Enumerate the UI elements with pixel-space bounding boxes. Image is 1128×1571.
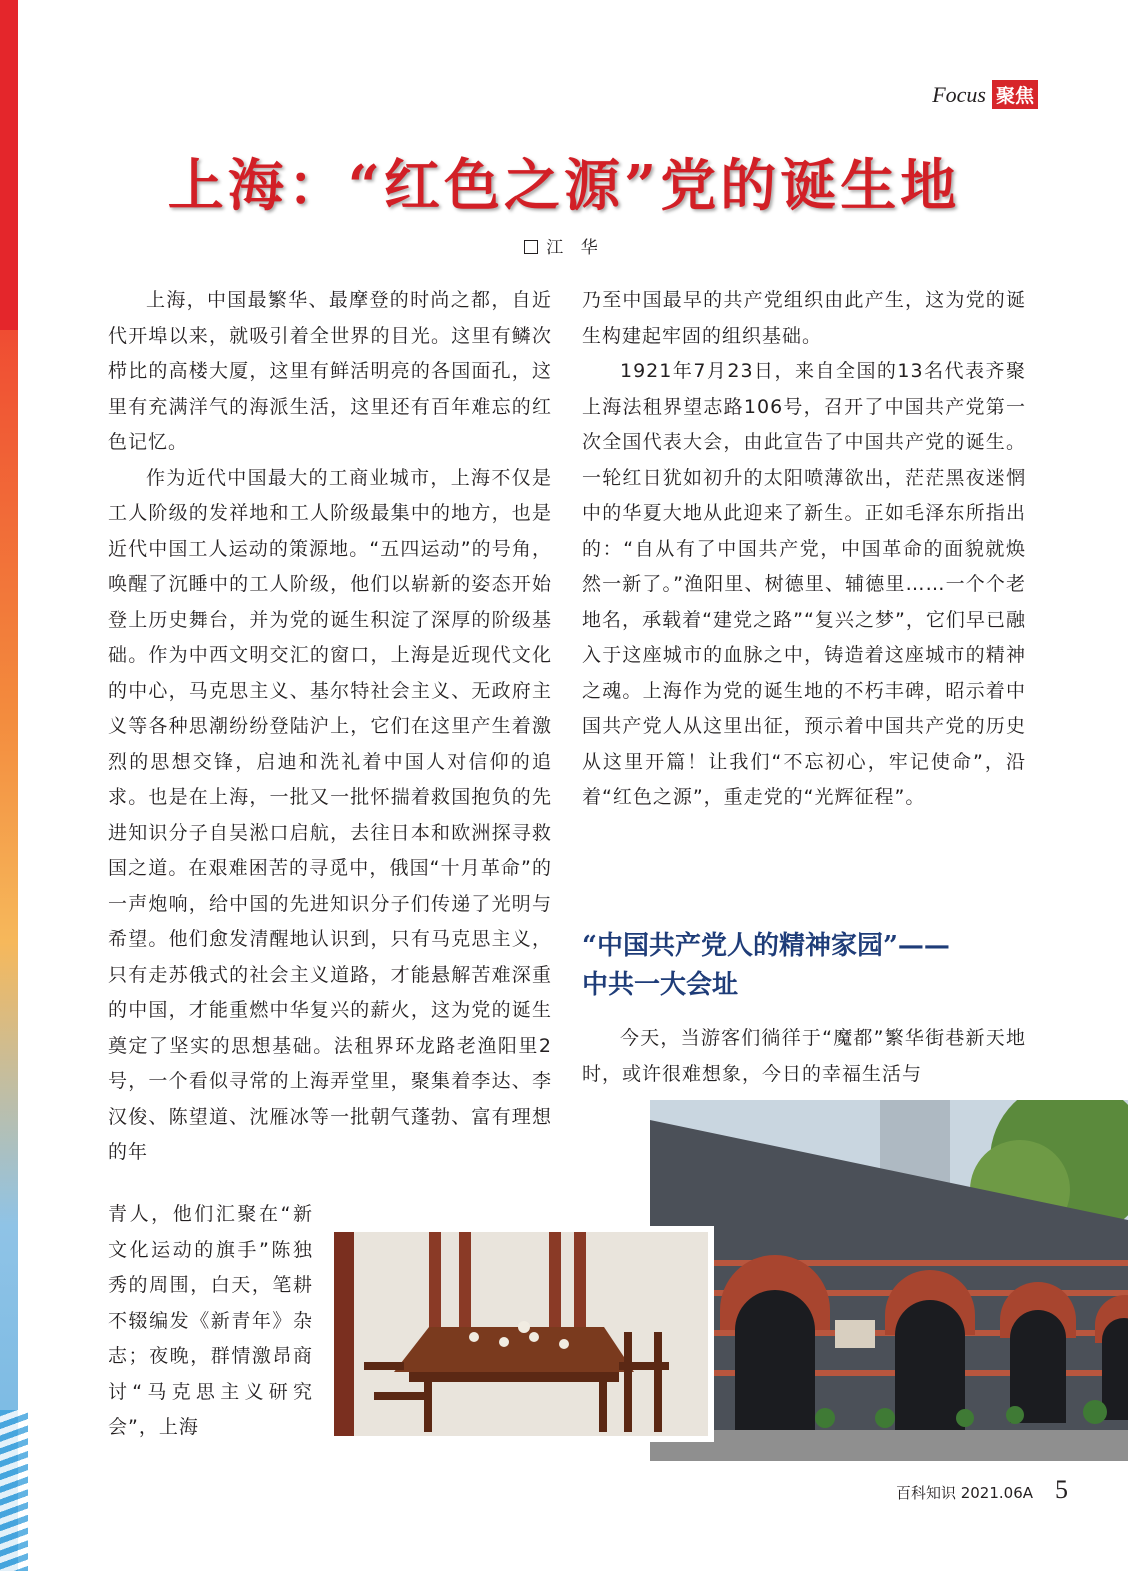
right-column-continued [582, 1021, 1026, 1092]
article-author [0, 233, 1128, 258]
paragraph: 1921年7月23日，来自全国的13名代表齐聚上海法租界望志路106号，召开了中国共产党第一次全国代表大会，由此宣告了中国共产党的诞生。一轮红日犹如初升的太阳喷薄欲出，茫茫黑夜迷惘中的华夏大地从此迎来了新生。正如毛泽东所指出的：“自从有了中国共产党，中国革命的面貌就焕然一新了。”渔阳里、树德里、辅德里……一个个老地名，承载着“建党之路”“复兴之梦”，它们早已融入于这座城市的血脉之中，铸造着这座城市的精神之魂。上海作为党的诞生地的不朽丰碑，昭示着中国共产党人从这里出征，预示着中国共产党的历史从这里开篇！让我们“不忘初心，牢记使命”，沿着“红色之源”，重走党的“光辉征程”。 [582, 360, 1026, 808]
decorative-edge-wave [0, 1410, 28, 1571]
left-column [108, 283, 552, 1171]
paragraph: 作为近代中国最大的工商业城市，上海不仅是工人阶级的发祥地和工人阶级最集中的地方，也是近代中国工人运动的策源地。“五四运动”的号角，唤醒了沉睡中的工人阶级，他们以崭新的姿态开始登上历史舞台，并为党的诞生积淀了深厚的阶级基础。作为中西文明交汇的窗口，上海是近现代文化的中心，马克思主义、基尔特社会主义、无政府主义等各种思潮纷纷登陆沪上，它们在这里产生着激烈的思想交锋，启迪和洗礼着中国人对信仰的追求。也是在上海，一批又一批怀揣着救国抱负的先进知识分子自吴淞口启航，去往日本和欧洲探寻救国之道。在艰难困苦的寻觅中，俄国“十月革命”的一声炮响，给中国的先进知识分子们传递了光明与希望。他们愈发清醒地认识到，只有马克思主义，只有走苏俄式的社会主义道路，才能悬解苦难深重的中国，才能重燃中华复兴的薪火，这为党的诞生奠定了坚实的思想基础。法租界环龙路老渔阳里2号，一个看似寻常的上海弄堂里，聚集着李达、李汉俊、陈望道、沈雁冰等一批朝气蓬勃、富有理想的年 [108, 466, 552, 1163]
page-number: 5 [1055, 1475, 1068, 1504]
section-label-en: Focus [932, 81, 986, 107]
paragraph: 青人，他们汇聚在“新文化运动的旗手”陈独秀的周围，白天，笔耕不辍编发《新青年》杂志；夜晚，群情激昂商讨“马克思主义研究会”，上海 [108, 1203, 313, 1438]
paragraph: 上海，中国最繁华、最摩登的时尚之都，自近代开埠以来，就吸引着全世界的目光。这里有鳞次栉比的高楼大厦，这里有鲜活明亮的各国面孔，这里有充满洋气的海派生活，这里还有百年难忘的红色记忆。 [108, 289, 552, 453]
meeting-room-photo [328, 1226, 714, 1442]
subheading-line: “中国共产党人的精神家园”—— [582, 931, 950, 961]
section-subheading [582, 927, 1032, 1005]
paragraph: 乃至中国最早的共产党组织由此产生，这为党的诞生构建起牢固的组织基础。 [582, 289, 1026, 347]
paragraph: 今天，当游客们徜徉于“魔都”繁华街巷新天地时，或许很难想象，今日的幸福生活与 [582, 1027, 1026, 1085]
left-column-tail [108, 1197, 313, 1446]
right-column [582, 283, 1026, 816]
article-title: 上海：“红色之源”党的诞生地 [167, 153, 961, 219]
section-label-cn: 聚焦 [992, 80, 1038, 109]
author-name: 江 华 [546, 238, 604, 258]
author-box-icon [524, 240, 538, 254]
page-footer [896, 1475, 1068, 1505]
memorial-hall-photo [650, 1100, 1128, 1461]
subheading-line: 中共一大会址 [582, 970, 739, 1000]
section-header [932, 80, 1038, 109]
magazine-issue: 百科知识 2021.06A [895, 1484, 1033, 1502]
